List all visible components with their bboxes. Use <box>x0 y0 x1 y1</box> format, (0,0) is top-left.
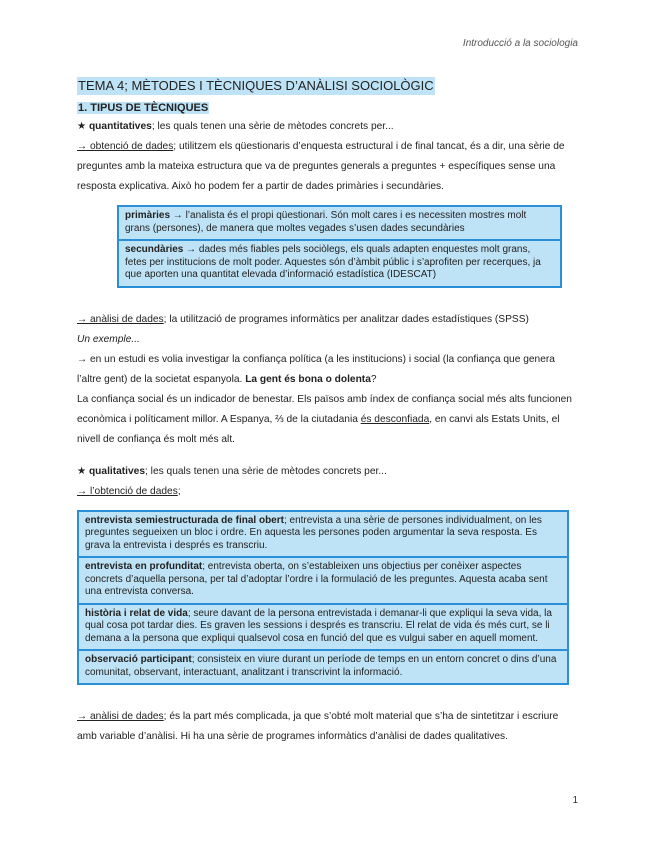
box-term: entrevista semiestructurada de final obert <box>85 514 284 526</box>
box-term: primàries <box>125 210 171 221</box>
box-participant-observation <box>77 649 569 685</box>
box-text: → l’analista és el propi qüestionari. Són molt cares i es necessiten mostres molt grans (persones), de manera que moltes vegades s’usen dades secundàries <box>125 210 527 234</box>
page-number: 1 <box>572 795 578 806</box>
quantitative-analysis-text: ; la utilització de programes informàtics per analitzar dades estadístiques (SPSS) <box>163 313 529 325</box>
box-term: història i relat de vida <box>85 607 188 619</box>
running-header: Introducció a la sociologia <box>462 38 578 49</box>
qualitative-intro-text: ; les quals tenen una sèrie de mètodes concrets per... <box>145 465 387 477</box>
example-paragraph <box>77 350 578 390</box>
quantitative-heading: ★ quantitatives <box>77 121 152 132</box>
box-semi-structured-interview <box>77 510 569 559</box>
qualitative-intro <box>77 462 578 482</box>
box-primary-data <box>117 205 562 241</box>
box-term: observació participant <box>85 654 192 665</box>
page-title: TEMA 4; MÈTODES I TÈCNIQUES D’ANÀLISI SOCIOLÒGIC <box>78 78 434 93</box>
box-text: ; entrevista oberta, on s’estableixen uns objectius per conèixer aspectes concrets d’aquella persona, per tal d’adoptar l’ordre i la formulació de les preguntes. Aquesta acaba sent una entrevista conversa. <box>85 561 548 597</box>
qualitative-heading: ★ qualitatives <box>77 465 146 477</box>
box-in-depth-interview <box>77 556 569 605</box>
data-types-boxes <box>117 205 562 288</box>
quantitative-analysis <box>77 310 578 330</box>
section-heading <box>77 99 578 117</box>
section-heading-text: 1. TIPUS DE TÈCNIQUES <box>78 102 209 114</box>
qualitative-data-collection <box>77 482 578 502</box>
box-text: ; entrevista a una sèrie de persones individualment, on les preguntes segueixen un bloc i ordre. En aquesta les persones poden argumentar la seva resposta. Es grava la entrevista i després es transcriu. <box>85 514 542 551</box>
quantitative-intro-text: ; les quals tenen una sèrie de mètodes concrets per... <box>151 121 394 132</box>
example-text: → en un estudi es volia investigar la confiança política (a les institucions) i social (la confiança que genera l’altre gent) de la societat espanyola. <box>77 353 555 385</box>
example-question-mark: ? <box>370 373 377 385</box>
box-text: → dades més fiables pels sociòlegs, els quals adapten enquestes molt grans, fetes per institucions de molt poder. Aquestes són d’àmbit públic i s’aprofiten per recerques, ja que aporten una quantitat elevada d’informació estadística (IDESCAT) <box>125 244 541 280</box>
quantitative-analysis-label: → anàlisi de dades <box>77 313 164 325</box>
trust-text-1: La confiança social és un indicador de benestar. Els països amb índex de confiança social més alts funcionen econòmica i políticament millor. A Espanya, ⅔ de la ciutadania <box>77 393 572 425</box>
qualitative-analysis <box>77 707 578 747</box>
box-term: secundàries <box>125 244 184 255</box>
quantitative-data-collection-label: → obtenció de dades <box>77 141 174 152</box>
box-life-history <box>77 603 569 652</box>
trust-paragraph <box>77 390 578 450</box>
qualitative-analysis-label: → anàlisi de dades <box>77 711 164 722</box>
quantitative-data-collection-text: ; utilitzem els qüestionaris d’enquesta estructural i de final tancat, és a dir, una sèrie de preguntes amb la mateixa estructura que va de preguntes generals a preguntes + específiques sense una resposta explicativa. Això ho podem fer a partir de dades primàries i secundàries. <box>77 141 565 192</box>
qualitative-data-collection-end: ; <box>177 485 181 497</box>
box-term: entrevista en profunditat <box>85 561 203 572</box>
box-secondary-data <box>117 239 562 288</box>
quantitative-data-collection <box>77 137 578 197</box>
document-body <box>77 77 578 747</box>
trust-text-2: , en canvi als Estats Units, el nivell de confiança és molt més alt. <box>77 413 560 445</box>
qualitative-data-collection-label: → l’obtenció de dades <box>77 485 178 497</box>
example-label: Un exemple... <box>77 333 140 345</box>
qualitative-analysis-text: ; és la part més complicada, ja que s’obté molt material que s’ha de sintetitzar i escriure amb variable d’anàlisi. Hi ha una sèrie de programes informàtics d’anàlisi de dades qualitatives. <box>77 711 559 742</box>
box-text: ; seure davant de la persona entrevistada i demanar-li que expliqui la seva vida, la qual cosa pot tardar dies. Es graven les sessions i després es transcriu. El relat de vida és més curt, se li demana a la persona que expliqui qualsevol cosa en funció del que es vulgui saber en aquell moment. <box>85 607 552 644</box>
qualitative-methods-boxes <box>77 510 569 686</box>
spacer <box>77 450 578 462</box>
box-text: ; consisteix en viure durant un període de temps en un entorn concret o dins d’una comunitat, observant, interactuant, analitzant i transcrivint la informació. <box>85 654 557 678</box>
quantitative-intro <box>77 117 578 137</box>
example-question: La gent és bona o dolenta <box>245 373 371 385</box>
trust-underlined: és desconfiada <box>360 413 430 425</box>
